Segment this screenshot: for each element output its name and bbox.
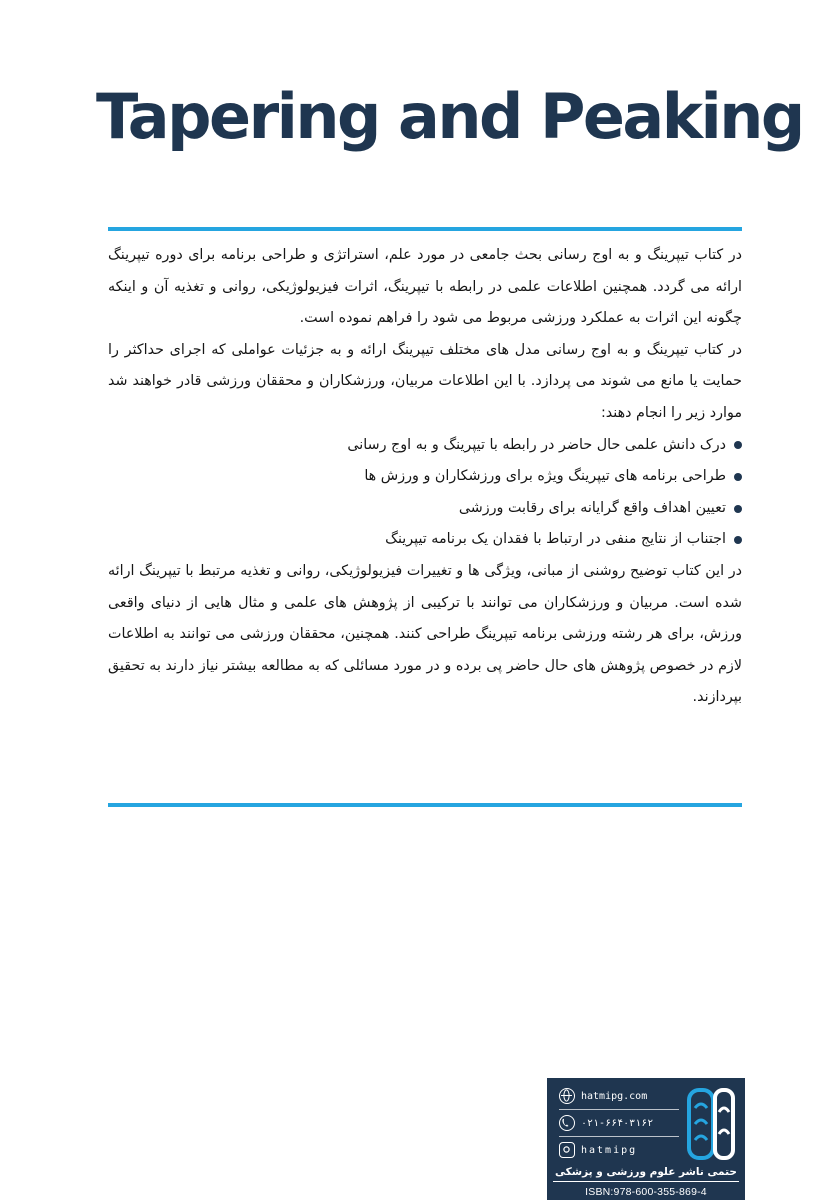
instagram-text: hatmipg <box>581 1144 638 1156</box>
publisher-divider <box>553 1181 739 1182</box>
website-text: hatmipg.com <box>581 1090 648 1102</box>
globe-icon <box>559 1088 575 1104</box>
publisher-logo-icon <box>685 1086 737 1162</box>
list-item: تعیین اهداف واقع گرایانه برای رقابت ورزشی <box>108 493 742 525</box>
instagram-icon <box>559 1142 575 1158</box>
summary-paragraph: در این کتاب توضیح روشنی از مبانی، ویژگی ها و تغییرات فیزیولوژیکی، روانی و تغذیه مرتبط با تیپرینگ ارائه شده است. مربیان و ورزشکاران می توانند با ترکیبی از پژوهش های علمی و مثال هایی از دنیای واقعی ورزش، برای هر رشته ورزشی برنامه تیپرینگ طراحی کنند. همچنین، محققان ورزشی می توانند به اطلاعات لازم در خصوص پژوهش های حال حاضر پی برده و در مورد مسائلی که به مطالعه بیشتر نیاز دارند به تحقیق بپردازند. <box>108 562 742 706</box>
publisher-name: حتمی ناشر علوم ورزشی و پزشکی <box>555 1166 737 1178</box>
goals-list <box>108 430 742 556</box>
publisher-box <box>547 1078 745 1200</box>
bottom-divider <box>108 803 742 807</box>
instagram-row <box>559 1140 675 1160</box>
list-item: اجتناب از نتایج منفی در ارتباط با فقدان یک برنامه تیپرینگ <box>108 524 742 556</box>
phone-text: ۰۲۱-۶۶۴۰۳۱۶۲ <box>581 1117 654 1129</box>
list-item: طراحی برنامه های تیپرینگ ویژه برای ورزشکاران و ورزش ها <box>108 461 742 493</box>
models-paragraph: در کتاب تیپرینگ و به اوج رسانی مدل های مختلف تیپرینگ ارائه و به جزئیات عواملی که اجرای حداکثر را حمایت یا مانع می شوند می پردازد. با این اطلاعات مربیان، ورزشکاران و محققان ورزشی قادر خواهند شد موارد زیر را انجام دهند: <box>108 341 742 421</box>
top-divider <box>108 227 742 231</box>
book-title: Tapering and Peaking <box>96 80 803 153</box>
bullet-icon <box>734 536 742 544</box>
publisher-divider <box>559 1109 679 1110</box>
bullet-icon <box>734 505 742 513</box>
phone-row <box>559 1113 675 1133</box>
list-item: درک دانش علمی حال حاضر در رابطه با تیپرینگ و به اوج رسانی <box>108 430 742 462</box>
intro-paragraph: در کتاب تیپرینگ و به اوج رسانی بحث جامعی در مورد علم، استراتژی و طراحی برنامه برای دوره تیپرینگ ارائه می گردد. همچنین اطلاعات علمی در رابطه با تیپرینگ، اثرات فیزیولوژیکی، روانی و تغذیه آن و اینکه چگونه این اثرات به عملکرد ورزشی مربوط می شود را فراهم نموده است. <box>108 247 742 327</box>
phone-icon <box>559 1115 575 1131</box>
back-cover-description <box>108 240 742 714</box>
website-row <box>559 1086 675 1106</box>
bullet-icon <box>734 473 742 481</box>
publisher-divider <box>559 1136 679 1137</box>
isbn: ISBN:978-600-355-869-4 <box>585 1186 707 1198</box>
bullet-icon <box>734 441 742 449</box>
